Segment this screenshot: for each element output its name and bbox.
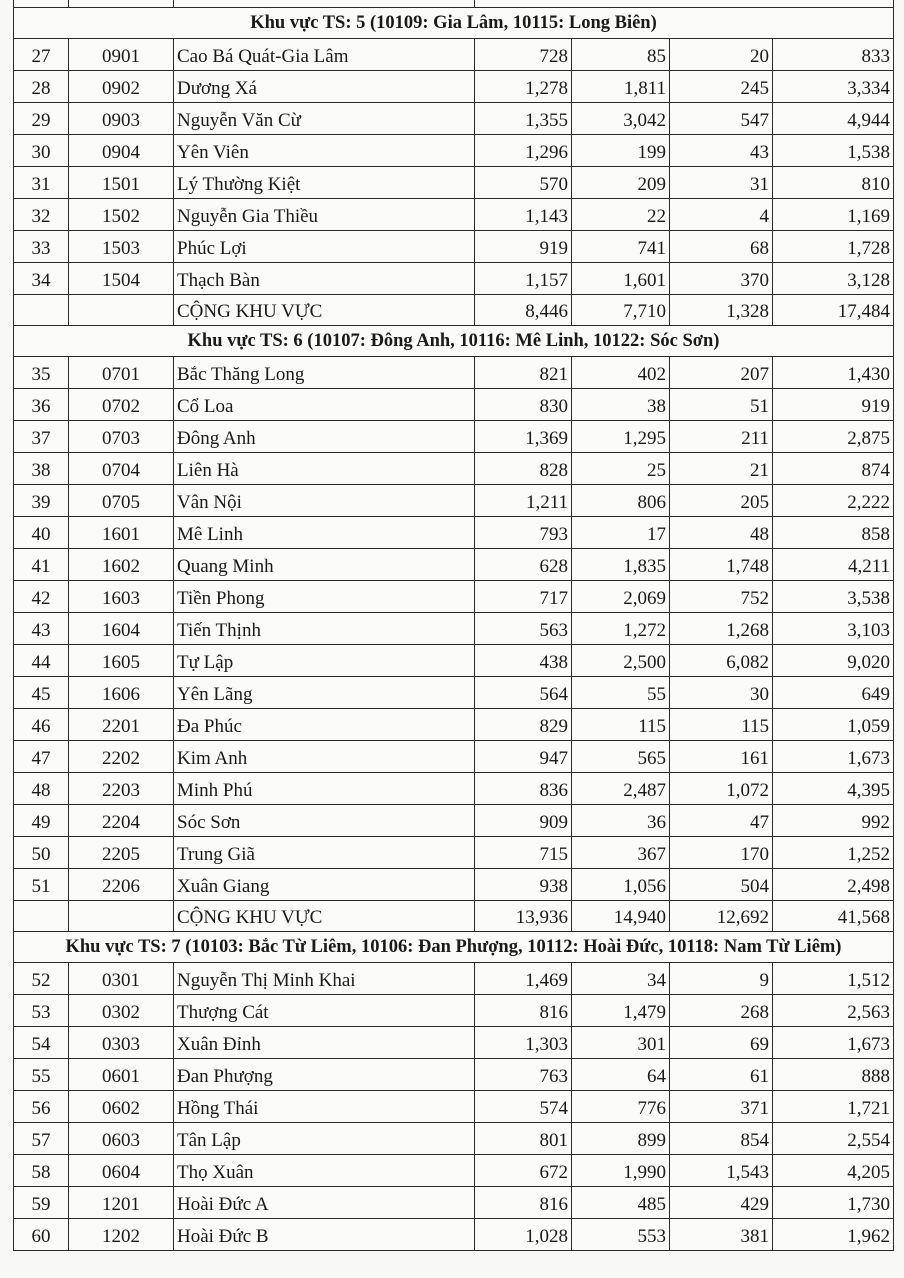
value-col-3: 30: [670, 677, 773, 709]
value-col-2: 199: [572, 135, 670, 167]
row-number: 48: [14, 773, 69, 805]
value-col-2: 2,487: [572, 773, 670, 805]
school-name: Đông Anh: [174, 421, 475, 453]
table-row: [14, 357, 894, 389]
value-total: 1,430: [773, 357, 894, 389]
school-enrollment-table: [13, 0, 894, 1251]
value-col-1: 829: [475, 709, 572, 741]
table-row: [14, 1123, 894, 1155]
empty-cell: [14, 295, 69, 326]
value-col-2: 899: [572, 1123, 670, 1155]
value-col-3: 1,748: [670, 549, 773, 581]
school-name: Nguyễn Văn Cừ: [174, 103, 475, 135]
row-number: 31: [14, 167, 69, 199]
row-number: 44: [14, 645, 69, 677]
value-col-3: 31: [670, 167, 773, 199]
school-name: Nguyễn Gia Thiều: [174, 199, 475, 231]
row-number: 55: [14, 1059, 69, 1091]
row-number: 47: [14, 741, 69, 773]
value-col-2: 741: [572, 231, 670, 263]
school-name: Tân Lập: [174, 1123, 475, 1155]
school-code: 1503: [69, 231, 174, 263]
value-col-1: 1,355: [475, 103, 572, 135]
table-row: [14, 645, 894, 677]
value-col-3: 205: [670, 485, 773, 517]
value-col-2: 1,811: [572, 71, 670, 103]
school-name: Dương Xá: [174, 71, 475, 103]
value-col-3: 6,082: [670, 645, 773, 677]
row-number: 32: [14, 199, 69, 231]
table-row: [14, 869, 894, 901]
value-col-1: 763: [475, 1059, 572, 1091]
value-col-2: 776: [572, 1091, 670, 1123]
value-col-2: 301: [572, 1027, 670, 1059]
value-col-1: 909: [475, 805, 572, 837]
value-col-1: 821: [475, 357, 572, 389]
value-total: 4,205: [773, 1155, 894, 1187]
row-number: 30: [14, 135, 69, 167]
section-title: Khu vực TS: 5 (10109: Gia Lâm, 10115: Long Biên): [14, 8, 894, 39]
value-col-1: 793: [475, 517, 572, 549]
school-name: Yên Viên: [174, 135, 475, 167]
grand-total-value: 41,568: [773, 901, 894, 932]
value-total: 1,252: [773, 837, 894, 869]
value-col-1: 830: [475, 389, 572, 421]
value-col-2: 64: [572, 1059, 670, 1091]
section-header-row: [14, 326, 894, 357]
value-col-3: 1,543: [670, 1155, 773, 1187]
value-col-1: 728: [475, 39, 572, 71]
empty-cell: [69, 295, 174, 326]
value-total: 3,128: [773, 263, 894, 295]
value-col-2: 1,272: [572, 613, 670, 645]
value-col-2: 1,479: [572, 995, 670, 1027]
value-col-3: 245: [670, 71, 773, 103]
value-col-1: 570: [475, 167, 572, 199]
value-col-3: 68: [670, 231, 773, 263]
value-total: 2,222: [773, 485, 894, 517]
value-col-3: 504: [670, 869, 773, 901]
value-col-3: 69: [670, 1027, 773, 1059]
value-total: 3,538: [773, 581, 894, 613]
value-col-1: 919: [475, 231, 572, 263]
school-name: Xuân Đỉnh: [174, 1027, 475, 1059]
table-row: [14, 1091, 894, 1123]
value-col-1: 574: [475, 1091, 572, 1123]
value-total: 4,395: [773, 773, 894, 805]
school-name: Thượng Cát: [174, 995, 475, 1027]
table-row: [14, 1155, 894, 1187]
value-col-2: 1,601: [572, 263, 670, 295]
row-number: 50: [14, 837, 69, 869]
value-col-2: 115: [572, 709, 670, 741]
row-number: 46: [14, 709, 69, 741]
value-col-2: 22: [572, 199, 670, 231]
value-col-2: 2,500: [572, 645, 670, 677]
value-col-2: 485: [572, 1187, 670, 1219]
value-col-1: 564: [475, 677, 572, 709]
value-col-2: 34: [572, 963, 670, 995]
value-col-1: 836: [475, 773, 572, 805]
value-col-1: 801: [475, 1123, 572, 1155]
value-total: 2,498: [773, 869, 894, 901]
value-total: 1,169: [773, 199, 894, 231]
value-total: 1,728: [773, 231, 894, 263]
school-name: Cao Bá Quát-Gia Lâm: [174, 39, 475, 71]
value-total: 858: [773, 517, 894, 549]
table-row: [14, 549, 894, 581]
value-col-3: 161: [670, 741, 773, 773]
value-col-3: 170: [670, 837, 773, 869]
value-col-1: 1,211: [475, 485, 572, 517]
section-header-row: [14, 932, 894, 963]
empty-cell: [14, 901, 69, 932]
table-row: [14, 995, 894, 1027]
table-row: [14, 1059, 894, 1091]
grand-total-value: 17,484: [773, 295, 894, 326]
value-col-2: 1,990: [572, 1155, 670, 1187]
table-row: [14, 963, 894, 995]
row-number: 56: [14, 1091, 69, 1123]
table-row: [14, 389, 894, 421]
school-name: Xuân Giang: [174, 869, 475, 901]
value-col-3: 752: [670, 581, 773, 613]
school-name: Trung Giã: [174, 837, 475, 869]
value-col-3: 370: [670, 263, 773, 295]
value-col-3: 371: [670, 1091, 773, 1123]
value-col-1: 438: [475, 645, 572, 677]
table-row: [14, 805, 894, 837]
value-total: 888: [773, 1059, 894, 1091]
value-col-1: 1,157: [475, 263, 572, 295]
value-col-3: 1,268: [670, 613, 773, 645]
value-total: 1,962: [773, 1219, 894, 1251]
total-value-col-3: 12,692: [670, 901, 773, 932]
value-total: 810: [773, 167, 894, 199]
previous-page-row-stub: [14, 0, 894, 8]
table-row: [14, 485, 894, 517]
total-value-col-3: 1,328: [670, 295, 773, 326]
value-col-3: 115: [670, 709, 773, 741]
value-col-3: 429: [670, 1187, 773, 1219]
value-col-1: 816: [475, 1187, 572, 1219]
table-row: [14, 71, 894, 103]
total-label: CỘNG KHU VỰC: [174, 901, 475, 932]
row-number: 43: [14, 613, 69, 645]
school-code: 1504: [69, 263, 174, 295]
school-code: 1202: [69, 1219, 174, 1251]
school-code: 1605: [69, 645, 174, 677]
value-col-2: 55: [572, 677, 670, 709]
value-col-1: 717: [475, 581, 572, 613]
value-total: 1,673: [773, 741, 894, 773]
value-total: 3,103: [773, 613, 894, 645]
value-col-2: 1,835: [572, 549, 670, 581]
value-col-2: 209: [572, 167, 670, 199]
school-code: 0903: [69, 103, 174, 135]
school-code: 0301: [69, 963, 174, 995]
value-total: 874: [773, 453, 894, 485]
value-col-2: 17: [572, 517, 670, 549]
row-number: 41: [14, 549, 69, 581]
value-col-3: 547: [670, 103, 773, 135]
row-number: 54: [14, 1027, 69, 1059]
value-col-3: 4: [670, 199, 773, 231]
school-name: Hồng Thái: [174, 1091, 475, 1123]
value-col-3: 268: [670, 995, 773, 1027]
value-col-3: 48: [670, 517, 773, 549]
school-code: 1606: [69, 677, 174, 709]
row-number: 42: [14, 581, 69, 613]
value-col-2: 553: [572, 1219, 670, 1251]
school-code: 1602: [69, 549, 174, 581]
value-col-2: 1,295: [572, 421, 670, 453]
school-code: 2201: [69, 709, 174, 741]
table-row: [14, 517, 894, 549]
value-total: 833: [773, 39, 894, 71]
row-number: 57: [14, 1123, 69, 1155]
value-col-3: 9: [670, 963, 773, 995]
table-row: [14, 167, 894, 199]
row-number: 39: [14, 485, 69, 517]
total-value-col-1: 8,446: [475, 295, 572, 326]
school-code: 0902: [69, 71, 174, 103]
table-row: [14, 263, 894, 295]
school-code: 1604: [69, 613, 174, 645]
school-name: Nguyễn Thị Minh Khai: [174, 963, 475, 995]
table-row: [14, 199, 894, 231]
value-col-3: 207: [670, 357, 773, 389]
value-col-1: 1,369: [475, 421, 572, 453]
table-row: [14, 135, 894, 167]
empty-cell: [69, 901, 174, 932]
row-number: 59: [14, 1187, 69, 1219]
value-col-1: 1,028: [475, 1219, 572, 1251]
school-code: 0904: [69, 135, 174, 167]
value-col-1: 938: [475, 869, 572, 901]
school-name: Cổ Loa: [174, 389, 475, 421]
school-name: Phúc Lợi: [174, 231, 475, 263]
school-code: 0603: [69, 1123, 174, 1155]
school-code: 1603: [69, 581, 174, 613]
value-col-1: 563: [475, 613, 572, 645]
value-total: 649: [773, 677, 894, 709]
school-code: 2202: [69, 741, 174, 773]
total-label: CỘNG KHU VỰC: [174, 295, 475, 326]
value-col-1: 672: [475, 1155, 572, 1187]
value-col-2: 402: [572, 357, 670, 389]
school-name: Yên Lãng: [174, 677, 475, 709]
school-code: 0303: [69, 1027, 174, 1059]
school-name: Vân Nội: [174, 485, 475, 517]
school-code: 0604: [69, 1155, 174, 1187]
row-number: 60: [14, 1219, 69, 1251]
school-name: Tiến Thịnh: [174, 613, 475, 645]
school-code: 0901: [69, 39, 174, 71]
row-number: 37: [14, 421, 69, 453]
value-col-3: 20: [670, 39, 773, 71]
total-value-col-2: 7,710: [572, 295, 670, 326]
value-total: 1,730: [773, 1187, 894, 1219]
value-total: 1,721: [773, 1091, 894, 1123]
value-col-1: 1,278: [475, 71, 572, 103]
school-code: 2206: [69, 869, 174, 901]
table-row: [14, 677, 894, 709]
row-number: 58: [14, 1155, 69, 1187]
value-col-2: 1,056: [572, 869, 670, 901]
school-code: 0704: [69, 453, 174, 485]
value-total: 1,512: [773, 963, 894, 995]
school-code: 1201: [69, 1187, 174, 1219]
value-total: 2,554: [773, 1123, 894, 1155]
value-col-2: 36: [572, 805, 670, 837]
row-number: 36: [14, 389, 69, 421]
row-number: 35: [14, 357, 69, 389]
table-row: [14, 421, 894, 453]
row-number: 38: [14, 453, 69, 485]
value-total: 992: [773, 805, 894, 837]
value-col-2: 2,069: [572, 581, 670, 613]
section-total-row: [14, 901, 894, 932]
row-number: 49: [14, 805, 69, 837]
value-col-2: 25: [572, 453, 670, 485]
school-code: 1601: [69, 517, 174, 549]
value-col-2: 85: [572, 39, 670, 71]
row-number: 29: [14, 103, 69, 135]
value-col-1: 1,303: [475, 1027, 572, 1059]
row-number: 53: [14, 995, 69, 1027]
value-col-1: 1,296: [475, 135, 572, 167]
row-number: 34: [14, 263, 69, 295]
school-code: 1502: [69, 199, 174, 231]
value-total: 9,020: [773, 645, 894, 677]
total-value-col-1: 13,936: [475, 901, 572, 932]
school-name: Đan Phượng: [174, 1059, 475, 1091]
value-col-1: 947: [475, 741, 572, 773]
school-code: 2203: [69, 773, 174, 805]
school-code: 0703: [69, 421, 174, 453]
row-number: 45: [14, 677, 69, 709]
value-col-1: 816: [475, 995, 572, 1027]
table-row: [14, 773, 894, 805]
value-col-2: 367: [572, 837, 670, 869]
school-code: 0601: [69, 1059, 174, 1091]
value-col-3: 21: [670, 453, 773, 485]
section-header-row: [14, 8, 894, 39]
school-name: Thạch Bàn: [174, 263, 475, 295]
value-total: 2,875: [773, 421, 894, 453]
school-name: Quang Minh: [174, 549, 475, 581]
value-col-1: 715: [475, 837, 572, 869]
school-name: Tự Lập: [174, 645, 475, 677]
table-row: [14, 1219, 894, 1251]
value-col-1: 1,143: [475, 199, 572, 231]
value-total: 1,673: [773, 1027, 894, 1059]
value-col-3: 381: [670, 1219, 773, 1251]
value-col-3: 47: [670, 805, 773, 837]
table-row: [14, 103, 894, 135]
value-col-3: 51: [670, 389, 773, 421]
school-name: Đa Phúc: [174, 709, 475, 741]
table-row: [14, 231, 894, 263]
value-col-1: 628: [475, 549, 572, 581]
table-body: [14, 0, 894, 1251]
table-row: [14, 709, 894, 741]
school-code: 0302: [69, 995, 174, 1027]
value-col-3: 61: [670, 1059, 773, 1091]
value-col-3: 854: [670, 1123, 773, 1155]
value-total: 1,538: [773, 135, 894, 167]
row-number: 40: [14, 517, 69, 549]
school-name: Hoài Đức B: [174, 1219, 475, 1251]
school-code: 0705: [69, 485, 174, 517]
value-col-1: 1,469: [475, 963, 572, 995]
school-name: Hoài Đức A: [174, 1187, 475, 1219]
school-name: Liên Hà: [174, 453, 475, 485]
value-col-3: 43: [670, 135, 773, 167]
table-row: [14, 613, 894, 645]
school-code: 0701: [69, 357, 174, 389]
table-row: [14, 1027, 894, 1059]
value-col-2: 38: [572, 389, 670, 421]
value-col-1: 828: [475, 453, 572, 485]
row-number: 28: [14, 71, 69, 103]
school-name: Tiền Phong: [174, 581, 475, 613]
school-name: Kim Anh: [174, 741, 475, 773]
school-code: 2205: [69, 837, 174, 869]
school-code: 0702: [69, 389, 174, 421]
value-col-2: 3,042: [572, 103, 670, 135]
row-number: 52: [14, 963, 69, 995]
school-code: 1501: [69, 167, 174, 199]
value-total: 4,944: [773, 103, 894, 135]
table-row: [14, 453, 894, 485]
table-row: [14, 837, 894, 869]
value-col-3: 211: [670, 421, 773, 453]
row-number: 33: [14, 231, 69, 263]
school-name: Thọ Xuân: [174, 1155, 475, 1187]
school-name: Lý Thường Kiệt: [174, 167, 475, 199]
total-value-col-2: 14,940: [572, 901, 670, 932]
value-col-3: 1,072: [670, 773, 773, 805]
value-total: 3,334: [773, 71, 894, 103]
section-title: Khu vực TS: 6 (10107: Đông Anh, 10116: Mê Linh, 10122: Sóc Sơn): [14, 326, 894, 357]
school-name: Bắc Thăng Long: [174, 357, 475, 389]
value-total: 4,211: [773, 549, 894, 581]
value-col-2: 565: [572, 741, 670, 773]
school-name: Sóc Sơn: [174, 805, 475, 837]
section-title: Khu vực TS: 7 (10103: Bắc Từ Liêm, 10106: Đan Phượng, 10112: Hoài Đức, 10118: Nam Từ Liêm): [14, 932, 894, 963]
school-name: Minh Phú: [174, 773, 475, 805]
table-row: [14, 39, 894, 71]
value-total: 1,059: [773, 709, 894, 741]
row-number: 51: [14, 869, 69, 901]
section-total-row: [14, 295, 894, 326]
school-code: 0602: [69, 1091, 174, 1123]
value-total: 919: [773, 389, 894, 421]
row-number: 27: [14, 39, 69, 71]
school-name: Mê Linh: [174, 517, 475, 549]
value-col-2: 806: [572, 485, 670, 517]
value-total: 2,563: [773, 995, 894, 1027]
table-row: [14, 741, 894, 773]
table-row: [14, 581, 894, 613]
table-row: [14, 1187, 894, 1219]
school-code: 2204: [69, 805, 174, 837]
